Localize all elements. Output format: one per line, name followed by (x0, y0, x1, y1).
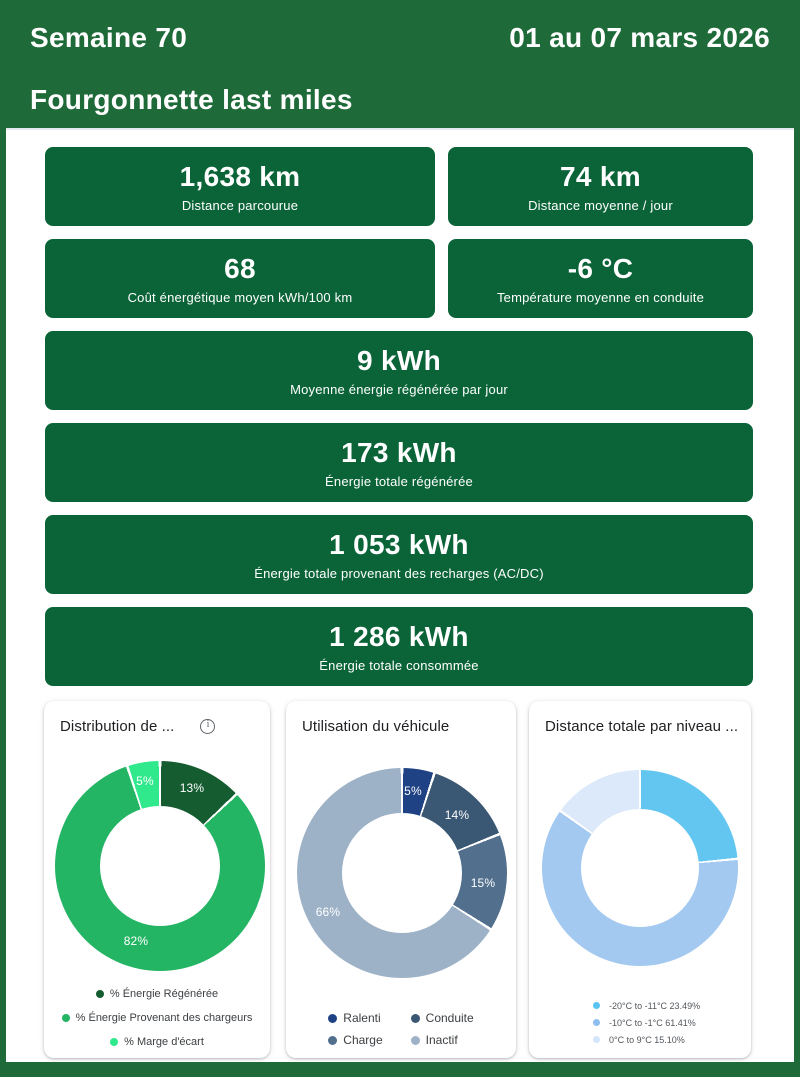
slice-label: 82% (123, 934, 149, 948)
stat-label: Coût énergétique moyen kWh/100 km (127, 289, 353, 305)
chart-card-utilisation-vehicule (286, 701, 516, 1058)
legend-item (593, 997, 700, 1014)
chart-legend (593, 997, 700, 1048)
stat-card-cout-energetique (45, 239, 435, 318)
donut-hole (581, 809, 699, 927)
slice-label: 13% (179, 781, 205, 795)
stat-label: Moyenne énergie régénérée par jour (290, 381, 508, 397)
stat-value: 68 (224, 252, 256, 284)
stat-value: 173 kWh (341, 436, 457, 468)
chart-title: Distribution de ... (60, 718, 175, 735)
footer-bar (0, 1062, 800, 1077)
stat-card-energie-consommee (45, 607, 753, 686)
slice-label: 15% (470, 876, 496, 890)
stats-grid (6, 130, 794, 686)
donut-chart-utilisation[interactable] (297, 768, 507, 978)
slice-label: 5% (404, 784, 422, 798)
legend-item (593, 1031, 700, 1048)
legend-label: % Marge d'écart (124, 1036, 204, 1048)
stat-label: Énergie totale consommée (319, 657, 479, 673)
donut-hole (100, 806, 220, 926)
stat-label: Distance parcourue (181, 197, 299, 213)
chart-title: Distance totale par niveau ... (545, 718, 739, 735)
chart-title: Utilisation du véhicule (302, 718, 450, 735)
stat-value: 9 kWh (357, 344, 441, 376)
legend-label: -20°C to -11°C 23.49% (609, 1000, 701, 1011)
legend-label: Conduite (425, 1011, 474, 1025)
donut-chart-distance-temperature[interactable] (542, 770, 738, 966)
chart-legend (44, 982, 270, 1054)
stat-value: 1 286 kWh (329, 620, 469, 652)
slice-label: 14% (444, 808, 470, 822)
stat-label: Température moyenne en conduite (496, 289, 705, 305)
legend-dot-icon (110, 1038, 118, 1046)
charts-row (6, 701, 794, 1058)
stat-value: 74 km (560, 160, 641, 192)
chart-card-distance-par-niveau (529, 701, 751, 1058)
stat-value: 1 053 kWh (329, 528, 469, 560)
legend-label: % Énergie Provenant des chargeurs (75, 1012, 253, 1024)
legend-dot-icon (593, 1036, 600, 1043)
stat-card-distance-moyenne (448, 147, 753, 226)
legend-label: 0°C to 9°C 15.10% (609, 1034, 685, 1045)
donut-chart-distribution[interactable] (55, 761, 265, 971)
legend-label: Charge (343, 1033, 383, 1047)
stat-label: Distance moyenne / jour (528, 197, 673, 213)
legend-item (411, 1011, 474, 1025)
slice-label: 66% (315, 905, 341, 919)
legend-dot-icon (62, 1014, 70, 1022)
report-content (6, 128, 794, 1062)
legend-label: % Énergie Régénérée (109, 988, 219, 1000)
stat-value: 1,638 km (179, 160, 301, 192)
legend-dot-icon (328, 1036, 337, 1045)
legend-dot-icon (328, 1014, 337, 1023)
info-icon[interactable] (200, 719, 215, 734)
date-range-label: 01 au 07 mars 2026 (509, 22, 770, 53)
stat-card-distance-parcourue (45, 147, 435, 226)
chart-card-distribution-energie (44, 701, 270, 1058)
slice-label: 5% (136, 774, 154, 788)
stat-label: Énergie totale provenant des recharges (AC/DC) (254, 565, 544, 581)
legend-label: Inactif (425, 1033, 458, 1047)
vehicle-title: Fourgonnette last miles (30, 84, 353, 115)
stat-card-temperature (448, 239, 753, 318)
stat-value: -6 °C (567, 252, 634, 284)
legend-item (593, 1014, 700, 1031)
header (0, 0, 800, 128)
legend-item (44, 1030, 270, 1054)
donut-hole (342, 813, 462, 933)
legend-dot-icon (411, 1036, 420, 1045)
legend-item (328, 1033, 382, 1047)
week-label: Semaine 70 (30, 22, 188, 53)
legend-dot-icon (96, 990, 104, 998)
legend-item (328, 1011, 382, 1025)
chart-legend (286, 1011, 516, 1047)
legend-item (44, 982, 270, 1006)
stat-label: Énergie totale régénérée (325, 473, 473, 489)
stat-card-energie-recharges (45, 515, 753, 594)
legend-label: Ralenti (343, 1011, 381, 1025)
legend-item (411, 1033, 474, 1047)
stat-card-energie-regeneree-jour (45, 331, 753, 410)
legend-dot-icon (593, 1019, 600, 1026)
stat-card-energie-totale-regeneree (45, 423, 753, 502)
legend-dot-icon (593, 1002, 600, 1009)
legend-label: -10°C to -1°C 61.41% (609, 1017, 696, 1028)
legend-dot-icon (411, 1014, 420, 1023)
legend-item (44, 1006, 270, 1030)
